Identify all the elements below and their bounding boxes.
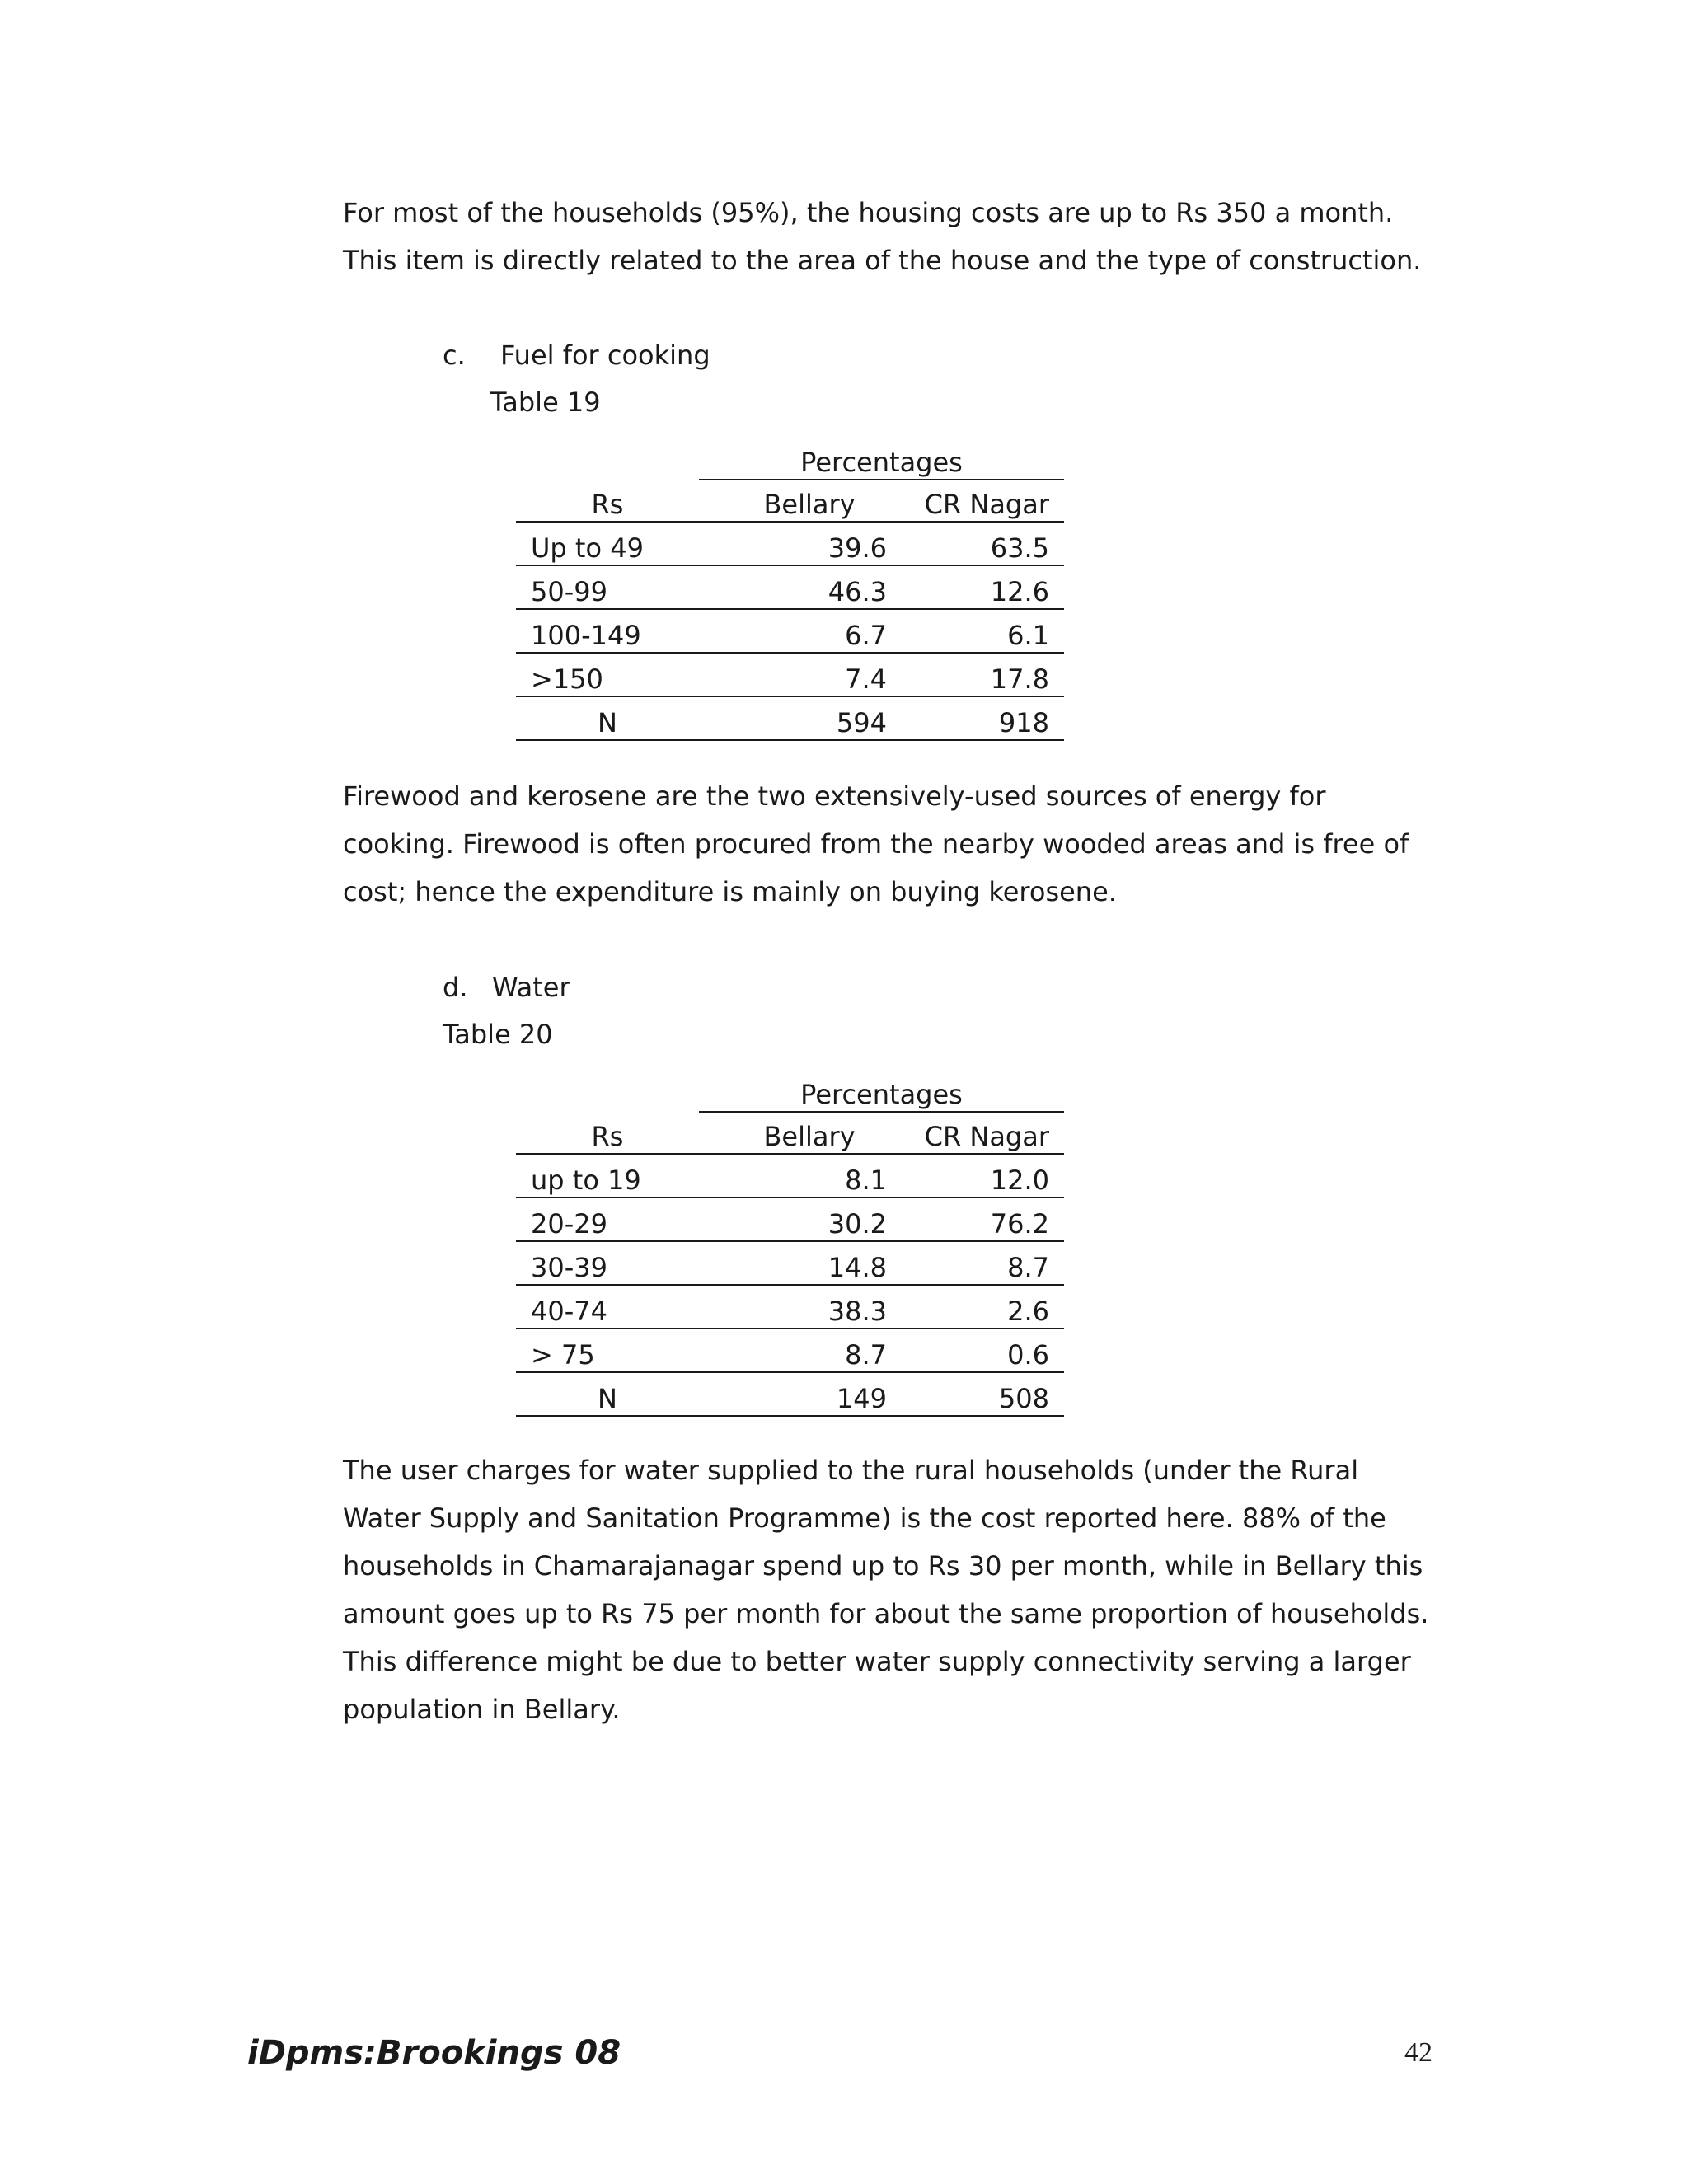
footer-title: iDpms:Brookings 08 [247, 2034, 621, 2072]
table-row [516, 522, 1064, 565]
table-20-col-bellary: Bellary [699, 1112, 887, 1154]
table-cell-bellary: 38.3 [699, 1285, 887, 1329]
table-19 [516, 437, 1064, 741]
paragraph-housing-costs: For most of the households (95%), the housing costs are up to Rs 350 a month. This item is directly related to the area of the house and the type of construction. [343, 197, 1422, 276]
table-cell-crnagar: 12.6 [887, 565, 1064, 609]
table-20-header-row [516, 1112, 1064, 1154]
section-c-letter: c. [443, 340, 466, 371]
table-cell-crnagar: 12.0 [887, 1154, 1064, 1197]
table-cell-crnagar: 8.7 [887, 1241, 1064, 1285]
table-cell-range: 50-99 [516, 565, 699, 609]
table-row [516, 609, 1064, 653]
table-cell-bellary: 8.7 [699, 1329, 887, 1372]
table-cell-range: up to 19 [516, 1154, 699, 1197]
table-cell-range: > 75 [516, 1329, 699, 1372]
section-c-title: Fuel for cooking [500, 340, 710, 371]
table-row [516, 1329, 1064, 1372]
table-cell-crnagar: 0.6 [887, 1329, 1064, 1372]
paragraph-water: The user charges for water supplied to the rural households (under the Rural Water Supply and Sanitation Programme) is the cost reported here. 88% of the households in Chamarajanagar spend up to Rs 30 per month, while in Bellary this amount goes up to Rs 75 per month for about the same proportion of households. This difference might be due to better water supply connectivity serving a larger population in Bellary. [343, 1455, 1429, 1725]
table-cell-range: 40-74 [516, 1285, 699, 1329]
section-c-heading [443, 339, 710, 372]
table-20-caption: Table 20 [443, 1019, 553, 1050]
table-cell-n-crnagar: 508 [887, 1372, 1064, 1416]
table-cell-range: >150 [516, 653, 699, 696]
table-cell-crnagar: 63.5 [887, 522, 1064, 565]
table-cell-bellary: 6.7 [699, 609, 887, 653]
table-cell-crnagar: 76.2 [887, 1197, 1064, 1241]
section-d-title: Water [492, 972, 570, 1003]
table-19-caption: Table 19 [490, 387, 601, 418]
table-row [516, 653, 1064, 696]
page-number: 42 [1404, 2037, 1432, 2068]
table-cell-bellary: 30.2 [699, 1197, 887, 1241]
table-cell-n-bellary: 149 [699, 1372, 887, 1416]
table-19-col-bellary: Bellary [699, 480, 887, 522]
table-row [516, 565, 1064, 609]
table-cell-range: 30-39 [516, 1241, 699, 1285]
table-cell-n-bellary: 594 [699, 696, 887, 740]
table-19-group-header-row [516, 437, 1064, 480]
table-20-group-header: Percentages [699, 1069, 1064, 1112]
table-20-col-rs: Rs [516, 1112, 699, 1154]
table-cell-range: Up to 49 [516, 522, 699, 565]
table-cell-crnagar: 2.6 [887, 1285, 1064, 1329]
table-19-col-rs: Rs [516, 480, 699, 522]
table-cell-crnagar: 17.8 [887, 653, 1064, 696]
table-row [516, 1154, 1064, 1197]
table-20-group-header-row [516, 1069, 1064, 1112]
table-19-n-row [516, 696, 1064, 740]
paragraph-fuel: Firewood and kerosene are the two extensively-used sources of energy for cooking. Firewood is often procured from the nearby wooded areas and is free of cost; hence the expenditure is mainly on buying kerosene. [343, 780, 1409, 907]
table-cell-n-label: N [516, 696, 699, 740]
table-cell-n-label: N [516, 1372, 699, 1416]
table-20-n-row [516, 1372, 1064, 1416]
table-19-group-header: Percentages [699, 437, 1064, 480]
table-cell-bellary: 8.1 [699, 1154, 887, 1197]
table-cell-crnagar: 6.1 [887, 609, 1064, 653]
table-cell-range: 100-149 [516, 609, 699, 653]
table-cell-range: 20-29 [516, 1197, 699, 1241]
table-cell-n-crnagar: 918 [887, 696, 1064, 740]
table-19-col-crnagar: CR Nagar [887, 480, 1064, 522]
section-d-heading [443, 971, 570, 1004]
table-row [516, 1241, 1064, 1285]
table-cell-bellary: 7.4 [699, 653, 887, 696]
table-cell-bellary: 46.3 [699, 565, 887, 609]
table-20-col-crnagar: CR Nagar [887, 1112, 1064, 1154]
table-row [516, 1197, 1064, 1241]
table-cell-bellary: 14.8 [699, 1241, 887, 1285]
section-d-letter: d. [443, 972, 468, 1003]
table-19-header-row [516, 480, 1064, 522]
table-cell-bellary: 39.6 [699, 522, 887, 565]
table-row [516, 1285, 1064, 1329]
table-20 [516, 1069, 1064, 1417]
